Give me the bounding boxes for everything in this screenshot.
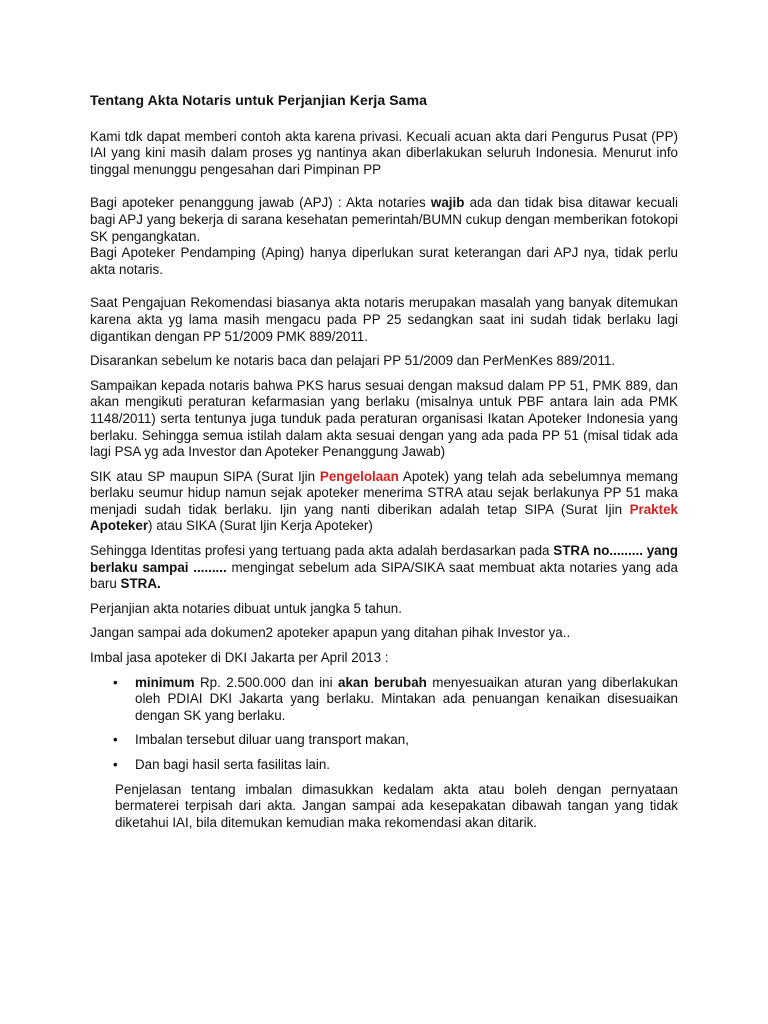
bullet-icon: •	[113, 757, 118, 772]
document-title: Tentang Akta Notaris untuk Perjanjian Kerja Sama	[90, 92, 427, 108]
highlight-pengelolaan: Pengelolaan	[319, 468, 399, 484]
highlight-praktek: Praktek	[629, 501, 678, 517]
imbalan-list	[90, 675, 678, 774]
list-item: • minimum Rp. 2.500.000 dan ini akan berubah menyesuaikan aturan yang diberlakukan oleh PDIAI DKI Jakarta yang berlaku. Mintakan ada penuangan kenaikan disesuaikan dengan SK yang berlaku.	[113, 674, 678, 723]
emphasis-akan-berubah: akan berubah	[338, 674, 427, 690]
paragraph-penjelasan: Penjelasan tentang imbalan dimasukkan kedalam akta atau boleh dengan pernyataan bermaterei terpisah dari akta. Jangan sampai ada kesepakatan dibawah tangan yang tidak diketahui IAI, bila ditemukan kemudian maka rekomendasi akan ditarik.	[115, 781, 678, 830]
paragraph-privacy: Kami tdk dapat memberi contoh akta karena privasi. Kecuali acuan akta dari Pengurus Pusat (PP) IAI yang kini masih dalam proses yg nantinya akan diberlakukan seluruh Indonesia. Menurut info tinggal menunggu pengesahan dari Pimpinan PP	[90, 128, 678, 177]
paragraph-imbal-jasa: Imbal jasa apoteker di DKI Jakarta per April 2013 :	[90, 650, 389, 666]
paragraph-disarankan: Disarankan sebelum ke notaris baca dan pelajari PP 51/2009 dan PerMenKes 889/2011.	[90, 353, 616, 369]
paragraph-jangka: Perjanjian akta notaries dibuat untuk jangka 5 tahun.	[90, 600, 402, 616]
paragraph-rekomendasi: Saat Pengajuan Rekomendasi biasanya akta notaris merupakan masalah yang banyak ditemukan karena akta yg lama masih mengacu pada PP 25 sedangkan saat ini sudah tidak berlaku lagi digantikan dengan PP 51/2009 PMK 889/2011.	[90, 295, 678, 344]
emphasis-apoteker: Apoteker	[90, 518, 149, 534]
paragraph-sampaikan: Sampaikan kepada notaris bahwa PKS harus sesuai dengan maksud dalam PP 51, PMK 889, dan akan mengikuti peraturan kefarmasian yang berlaku (misalnya untuk PBF antara lain ada PMK 1148/2011) serta tentunya juga tunduk pada peraturan organisasi Ikatan Apoteker Indonesia yang berlaku. Sehingga semua istilah dalam akta sesuai dengan yang ada pada PP 51 (misal tidak ada lagi PSA yg ada Investor dan Apoteker Penanggung Jawab)	[90, 377, 678, 460]
paragraph-aping: Bagi Apoteker Pendamping (Aping) hanya diperlukan surat keterangan dari APJ nya, tidak perlu akta notaris.	[90, 245, 678, 277]
list-item: • Dan bagi hasil serta fasilitas lain.	[113, 757, 331, 772]
emphasis-stra-no: STRA no......... yang berlaku sampai .........	[90, 543, 678, 575]
paragraph-apj: Bagi apoteker penanggung jawab (APJ) : Akta notaries wajib ada dan tidak bisa ditawar kecuali bagi APJ yang bekerja di sarana kesehatan pemerintah/BUMN cukup dengan memberikan fotokopi SK pengangkatan.	[90, 195, 678, 244]
emphasis-wajib: wajib	[430, 195, 465, 211]
paragraph-identitas: Sehingga Identitas profesi yang tertuang pada akta adalah berdasarkan pada STRA no......... yang berlaku sampai ......... mengingat sebelum ada SIPA/SIKA saat membuat akta notaries yang ada baru STRA.	[90, 543, 678, 592]
paragraph-dokumen: Jangan sampai ada dokumen2 apoteker apapun yang ditahan pihak Investor ya..	[90, 625, 571, 641]
emphasis-minimum: minimum	[135, 674, 195, 690]
list-item: • Imbalan tersebut diluar uang transport makan,	[113, 732, 409, 748]
bullet-icon: •	[113, 674, 118, 690]
paragraph-sik: SIK atau SP maupun SIPA (Surat Ijin Pengelolaan Apotek) yang telah ada sebelumnya memang berlaku seumur hidup namun sejak apoteker menerima STRA atau sejak berlakunya PP 51 maka menjadi sudah tidak berlaku. Ijin yang nanti diberikan adalah tetap SIPA (Surat Ijin Praktek Apoteker) atau SIKA (Surat Ijin Kerja Apoteker)	[90, 468, 678, 534]
document-body	[90, 92, 678, 839]
bullet-icon: •	[113, 732, 118, 748]
emphasis-stra: STRA.	[120, 576, 161, 592]
